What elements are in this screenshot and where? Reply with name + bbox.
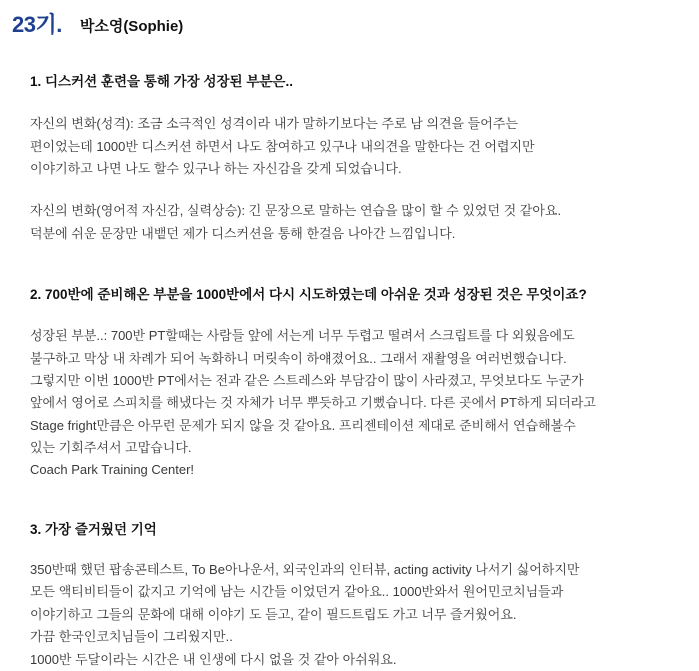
text-line: 그렇지만 이번 1000반 PT에서는 전과 같은 스트레스와 부담감이 많이 사라졌고, 무엇보다도 누군가: [30, 373, 584, 389]
section-3: [30, 520, 669, 671]
text-line: 이야기하고 나면 나도 할수 있구나 하는 자신감을 갖게 되었습니다.: [30, 160, 402, 176]
header: [12, 14, 669, 36]
text-line: 성장된 부분..: 700반 PT할때는 사람들 앞에 서는게 너무 두렵고 떨려서 스크립트를 다 외웠음에도: [30, 328, 575, 344]
answer-1-paragraph-2: [30, 200, 669, 245]
text-line: 이야기하고 그들의 문화에 대해 이야기 도 듣고, 같이 필드트립도 가고 너무 즐거웠어요.: [30, 606, 517, 622]
text-line: 불구하고 막상 내 차례가 되어 녹화하니 머릿속이 하얘졌어요.. 그래서 재촬영을 여러번했습니다.: [30, 350, 567, 366]
text-line: 덕분에 쉬운 문장만 내뱉던 제가 디스커션을 통해 한걸음 나아간 느낌입니다.: [30, 225, 456, 241]
text-line: Stage fright만큼은 아무런 문제가 되지 않을 것 같아요. 프리젠테이션 제대로 준비해서 연습해볼수: [30, 417, 576, 433]
section-1: [30, 72, 669, 245]
question-2: 2. 700반에 준비해온 부분을 1000반에서 다시 시도하였는데 아쉬운 것과 성장된 것은 무엇이죠?: [30, 287, 587, 303]
text-line: Coach Park Training Center!: [30, 462, 195, 478]
text-line: 있는 기회주셔서 고맙습니다.: [30, 440, 192, 456]
section-2: [30, 285, 669, 482]
text-line: 1000반 두달이라는 시간은 내 인생에 다시 없을 것 같아 아쉬워요.: [30, 651, 397, 667]
question-3: 3. 가장 즐거웠던 기억: [30, 521, 157, 537]
student-name: 박소영(Sophie): [79, 18, 184, 35]
answer-2-paragraph-1: [30, 325, 669, 482]
text-line: 자신의 변화(영어적 자신감, 실력상승): 긴 문장으로 말하는 연습을 많이 할 수 있었던 것 같아요.: [30, 203, 562, 219]
text-line: 편이었는데 1000반 디스커션 하면서 나도 참여하고 있구나 내의견을 말한다는 건 어렵지만: [30, 138, 535, 154]
text-line: 350반때 했던 팝송콘테스트, To Be아나운서, 외국인과의 인터뷰, acting activity 나서기 싫어하지만: [30, 562, 580, 578]
text-line: 모든 액티비티들이 값지고 기억에 남는 시간들 이었던거 같아요.. 1000반와서 원어민코치님들과: [30, 584, 564, 600]
answer-1-paragraph-1: [30, 113, 669, 180]
answer-3-paragraph-1: [30, 559, 669, 671]
question-1: 1. 디스커션 훈련을 통해 가장 성장된 부분은..: [30, 74, 293, 89]
cohort-number: 23기.: [12, 12, 62, 37]
text-line: 자신의 변화(성격): 조금 소극적인 성격이라 내가 말하기보다는 주로 남 의견을 들어주는: [30, 116, 518, 132]
text-line: 앞에서 영어로 스피치를 해냈다는 것 자체가 너무 뿌듯하고 기뻤습니다. 다른 곳에서 PT하게 되더라고: [30, 395, 596, 411]
text-line: 가끔 한국인코치님들이 그리웠지만..: [30, 629, 233, 645]
